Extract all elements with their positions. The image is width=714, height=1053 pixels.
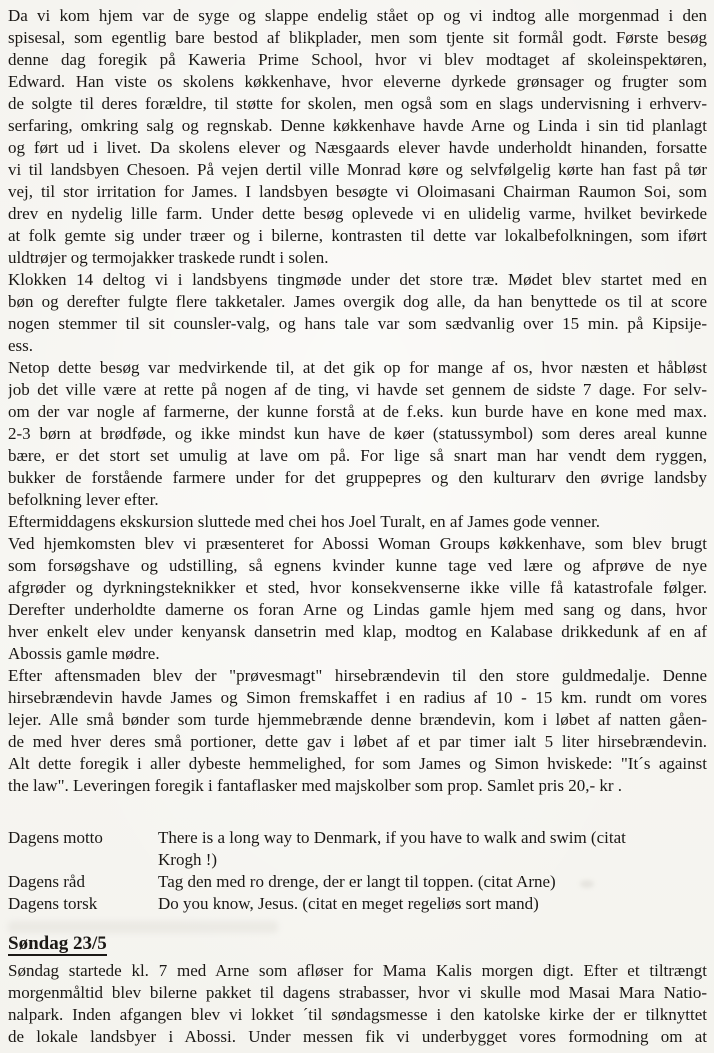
text-line: Do you know, Jesus. (citat en meget regeliøs sort mand): [158, 894, 539, 913]
paragraph: [8, 5, 707, 269]
motto-label: Dagens råd: [8, 872, 85, 891]
motto-label: Dagens motto: [8, 828, 103, 847]
paragraph: [8, 533, 707, 665]
text-line: serfaring, omkring salg og regnskab. Denne køkkenhave havde Arne og Linda i sin tid planlagt: [8, 116, 707, 135]
text-line: Efter aftensmaden blev der "prøvesmagt" hirsebrændevin til den store guldmedalje. Denne: [8, 666, 707, 685]
text-line: morgenmåltid blev bilerne pakket til dagens strabasser, hvor vi skulle mod Masai Mara Natio-: [8, 983, 707, 1002]
text-line: de solgte til deres forældre, til støtte for skolen, men også som en slags undervisning i erhverv-: [8, 94, 707, 113]
text-line: Eftermiddagens ekskursion sluttede med chei hos Joel Turalt, en af James gode venner.: [8, 512, 601, 531]
text-line: Søndag startede kl. 7 med Arne som afløser for Mama Kalis morgen digt. Efter et tiltrængt: [8, 961, 707, 980]
motto-row: [8, 893, 707, 915]
paragraph: [8, 269, 707, 357]
text-line: denne dag foregik på Kaweria Prime School, hvor vi blev modtaget af skoleinspektøren,: [8, 50, 707, 69]
text-line: bære, er det stort set umulig at lave om på. For lige så snart man har vendt dem ryggen,: [8, 446, 707, 465]
text-line: hirsebrændevin havde James og Simon fremskaffet i en radius af 10 - 15 km. rundt om vores: [8, 688, 707, 707]
text-line: Alt dette foregik i aller dybeste hemmelighed, for som James og Simon hviskede: "It´s against: [8, 754, 707, 773]
text-line: om der var nogle af farmerne, der kunne forstå at de f.eks. kun burde have en kone med max.: [8, 402, 707, 421]
motto-value: [158, 827, 707, 871]
text-line: Da vi kom hjem var de syge og slappe endelig stået op og vi indtog alle morgenmad i den: [8, 6, 707, 25]
diary-body: [8, 5, 707, 797]
text-line: Abossis gamle mødre.: [8, 644, 160, 663]
text-line: Krogh !): [158, 850, 218, 869]
text-line: de lokale landsbyer i Abossi. Under messen fik vi underbygget vores formodning om at: [8, 1027, 707, 1046]
motto-label: Dagens torsk: [8, 894, 98, 913]
text-line: lejer. Alle små bønder som turde hjemmebrænde denne brændevin, kom i løbet af natten gåen-: [8, 710, 707, 729]
text-line: the law". Leveringen foregik i fantaflasker med majskolber som prop. Samlet pris 20,- kr .: [8, 776, 623, 795]
text-line: Tag den med ro drenge, der er langt til toppen. (citat Arne): [158, 872, 556, 891]
text-line: nalpark. Inden afgangen blev vi lokket ´til søndagsmesse i den katolske kirke der er tilknyttet: [8, 1005, 707, 1024]
text-line: ess.: [8, 336, 34, 355]
text-line: som forsøgshave og udstilling, så egnens kvinder kunne tage ved lære og afprøve de nye: [8, 556, 707, 575]
text-line: job det ville være at rette på nogen af de ting, vi havde set gennem de sidste 7 dage. For selv-: [8, 380, 707, 399]
text-line: vi til landsbyen Chesoen. På vejen dertil ville Monrad køre og selvfølgelig kørte han fast på tør: [8, 160, 707, 179]
text-line: uldtrøjer og termojakker traskede rundt i solen.: [8, 248, 329, 267]
text-line: Netop dette besøg var medvirkende til, at det gik op for mange af os, hvor næsten et håbløst: [8, 358, 707, 377]
text-line: at folk gemte sig under træer og i bilerne, kontrasten til dette var lokalbefolkningen, som iført: [8, 226, 707, 245]
motto-value: [158, 871, 707, 893]
text-line: There is a long way to Denmark, if you have to walk and swim (citat: [158, 828, 626, 847]
paragraph: [8, 357, 707, 511]
text-line: Klokken 14 deltog vi i landsbyens tingmøde under det store træ. Mødet blev startet med en: [8, 270, 707, 289]
paragraph: [8, 665, 707, 797]
motto-row: [8, 871, 707, 893]
text-line: bukker de forstående farmere under for det gruppepres og den kulturarv den øvrige landsby: [8, 468, 707, 487]
text-line: 2-3 børn at brødføde, og ikke mindst kun have de køer (statussymbol) som deres areal kunne: [8, 424, 707, 443]
text-line: Ved hjemkomsten blev vi præsenteret for Abossi Woman Groups køkkenhave, som blev brugt: [8, 534, 707, 553]
text-line: bøn og derefter fulgte flere takketaler. James overgik dog alle, da han benyttede os til at score: [8, 292, 707, 311]
text-line: og ført ud i livet. Da skolens elever og Næsgaards elever havde underholdt hinanden, forsatte: [8, 138, 707, 157]
text-line: Edward. Han viste os skolens køkkenhave, hvor eleverne dyrkede grønsager og frugter som: [8, 72, 707, 91]
paragraph: [8, 511, 707, 533]
text-line: befolkning lever efter.: [8, 490, 159, 509]
text-line: de med hver deres små portioner, dette gav i løbet af et par timer ialt 5 liter hirsebrændevin.: [8, 732, 707, 751]
text-line: spisesal, som egentlig bare bestod af blikplader, men som tjente sit formål godt. Første besøg: [8, 28, 707, 47]
section-heading-text: Søndag 23/5: [8, 933, 107, 954]
section-heading: [8, 932, 707, 957]
motto-row: [8, 827, 707, 871]
text-line: drev en nydelig lille farm. Under dette besøg oplevede vi en ulidelig varme, hvilket bevirkede: [8, 204, 707, 223]
motto-value: [158, 893, 707, 915]
motto-table: [8, 827, 707, 915]
text-line: Derefter underholdte damerne os foran Arne og Lindas gamle hjem med sang og dans, hvor: [8, 600, 707, 619]
scan-artifact: [8, 921, 278, 933]
text-line: vej, til stor irritation for James. I landsbyen besøgte vi Oloimasani Chairman Raumon Soi, som: [8, 182, 707, 201]
text-line: hver enkelt elev under kenyansk dansetrin med klap, modtog en Kalabase drikkedunk af en af: [8, 622, 707, 641]
scan-artifact: [580, 880, 594, 888]
text-line: afgrøder og dyrkningsteknikker et sted, hvor konsekvenserne ikke ville få katastrofale følger.: [8, 578, 707, 597]
text-line: nogen stemmer til sit counsler-valg, og hans tale var som sædvanlig over 15 min. på Kipsije-: [8, 314, 707, 333]
final-paragraph: [8, 960, 707, 1048]
